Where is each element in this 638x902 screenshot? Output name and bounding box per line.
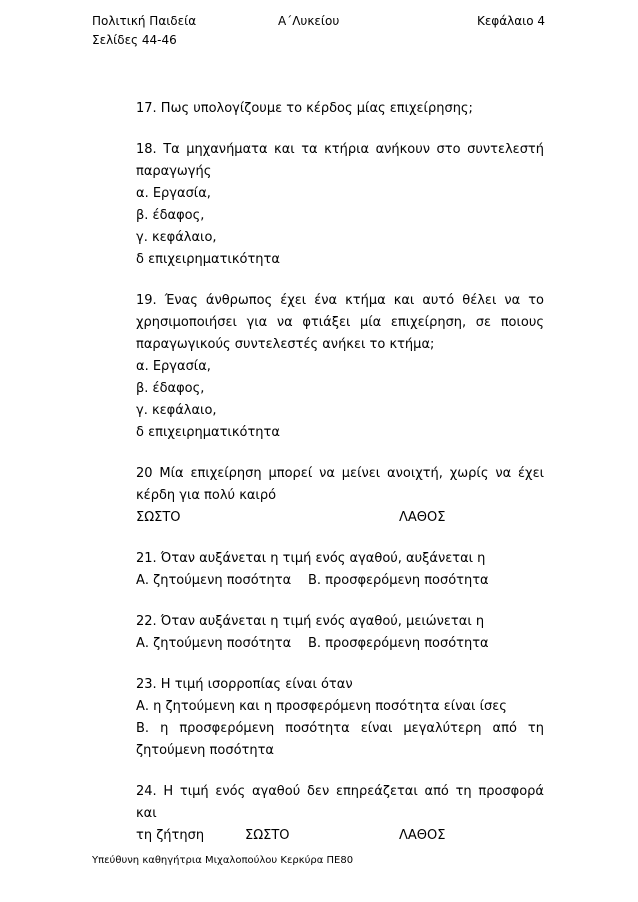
option-c: γ. κεφάλαιο, <box>136 230 217 245</box>
questions-list <box>136 98 544 866</box>
option-b: β. έδαφος, <box>136 381 205 396</box>
header-class: Α΄Λυκείου <box>278 14 340 28</box>
answer-options <box>136 570 544 592</box>
option-a: α. Εργασία, <box>136 186 211 201</box>
question-22 <box>136 611 544 655</box>
false-option: ΛΑΘΟΣ <box>399 828 446 843</box>
true-option: ΣΩΣΤΟ <box>136 510 181 525</box>
question-text: 18. Τα μηχανήματα και τα κτήρια ανήκουν στο συντελεστή <box>136 142 544 157</box>
true-false-options <box>136 825 544 847</box>
question-text: 23. Η τιμή ισορροπίας είναι όταν <box>136 677 353 692</box>
header-pages: Σελίδες 44-46 <box>92 33 177 47</box>
option-b-continued: ζητούμενη ποσότητα <box>136 743 274 758</box>
question-text: 24. Η τιμή ενός αγαθού δεν επηρεάζεται από τη προσφορά και <box>136 784 544 821</box>
question-text: παραγωγικούς συντελεστές ανήκει το κτήμα; <box>136 337 435 352</box>
question-19 <box>136 290 544 444</box>
question-23 <box>136 674 544 762</box>
question-text: τη ζήτηση <box>136 828 205 843</box>
question-21 <box>136 548 544 592</box>
answer-options <box>136 633 544 655</box>
false-option: ΛΑΘΟΣ <box>399 510 446 525</box>
question-text: παραγωγής <box>136 164 212 179</box>
option-b: β. έδαφος, <box>136 208 205 223</box>
true-false-options <box>136 507 544 529</box>
question-text: 20 Μία επιχείρηση μπορεί να μείνει ανοιχτή, χωρίς να έχει <box>136 466 544 481</box>
option-a: Α. ζητούμενη ποσότητα <box>136 636 292 651</box>
option-b: Β. προσφερόμενη ποσότητα <box>308 573 489 588</box>
option-b: Β. η προσφερόμενη ποσότητα είναι μεγαλύτερη από τη <box>136 721 544 736</box>
true-option: ΣΩΣΤΟ <box>245 828 290 843</box>
option-b: Β. προσφερόμενη ποσότητα <box>308 636 489 651</box>
question-text: 19. Ένας άνθρωπος έχει ένα κτήμα και αυτό θέλει να το <box>136 293 544 308</box>
header-chapter: Κεφάλαιο 4 <box>476 14 545 28</box>
option-a: Α. ζητούμενη ποσότητα <box>136 573 292 588</box>
option-d: δ επιχειρηματικότητα <box>136 425 280 440</box>
option-a: Α. η ζητούμενη και η προσφερόμενη ποσότητα είναι ίσες <box>136 699 507 714</box>
question-20 <box>136 463 544 529</box>
question-24 <box>136 781 544 847</box>
question-text: 17. Πως υπολογίζουμε το κέρδος μίας επιχείρησης; <box>136 101 473 116</box>
question-text: 21. Όταν αυξάνεται η τιμή ενός αγαθού, αυξάνεται η <box>136 551 486 566</box>
question-18 <box>136 139 544 271</box>
option-c: γ. κεφάλαιο, <box>136 403 217 418</box>
question-17 <box>136 98 544 120</box>
question-text: 22. Όταν αυξάνεται η τιμή ενός αγαθού, μειώνεται η <box>136 614 485 629</box>
option-a: α. Εργασία, <box>136 359 211 374</box>
question-text: κέρδη για πολύ καιρό <box>136 488 277 503</box>
option-d: δ επιχειρηματικότητα <box>136 252 280 267</box>
page-footer: Υπεύθυνη καθηγήτρια Μιχαλοπούλου Κερκύρα ΠΕ80 <box>92 855 354 866</box>
question-text: χρησιμοποιήσει για να φτιάξει μία επιχείρηση, σε ποιους <box>136 315 544 330</box>
header-subject: Πολιτική Παιδεία <box>92 14 197 28</box>
page-header <box>92 12 545 50</box>
